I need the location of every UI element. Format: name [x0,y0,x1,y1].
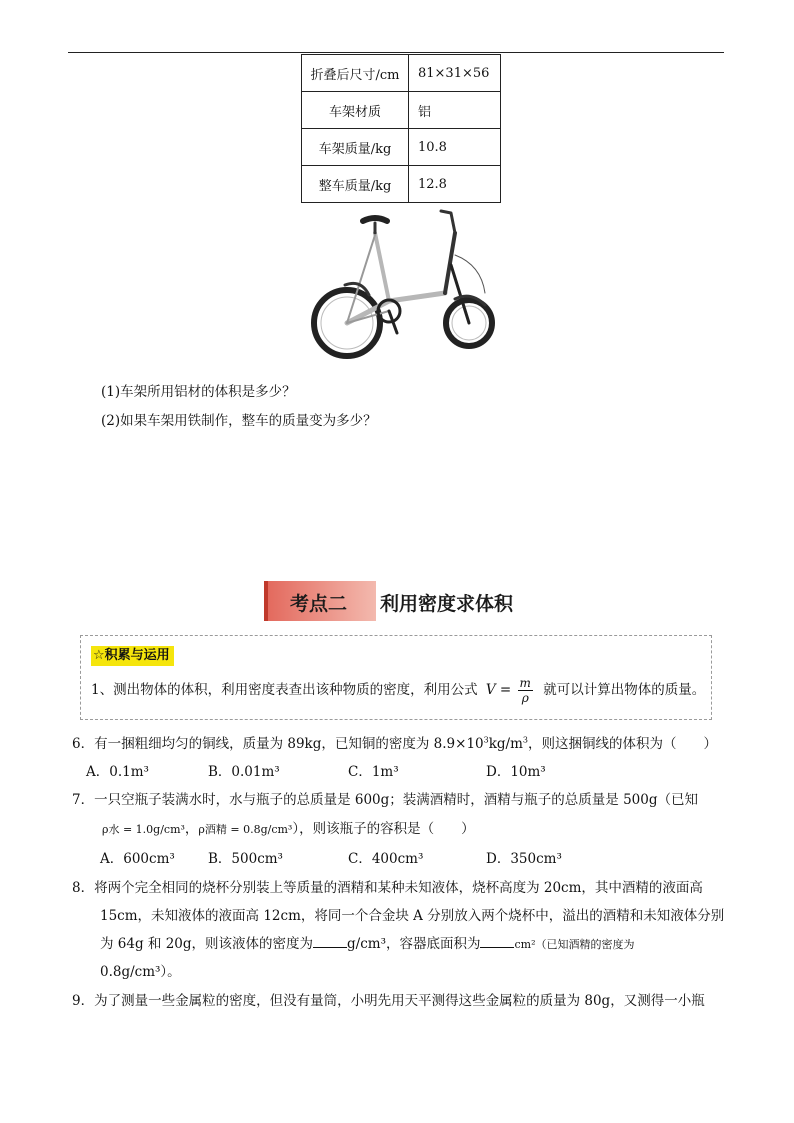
problem-8-line-3-c: cm²（已知酒精的密度为 [514,938,635,951]
problem-6-option-b: B．0.01m³ [208,764,280,780]
header-rule [68,52,724,53]
formula-lhs: V = [485,682,512,698]
problem-6-stem-a: 6．有一捆粗细均匀的铜线，质量为 89kg，已知铜的密度为 8.9×10 [72,736,484,752]
problem-6-exp2: 3 [522,735,528,745]
table-cell-value: 10.8 [409,129,501,166]
problem-6-option-c: C．1m³ [348,764,399,780]
formula-numerator: m [519,676,531,690]
table-row [302,92,501,129]
rho-alcohol: ρ酒精 = 0.8g/cm³ [198,823,293,836]
problem-7-option-b: B．500cm³ [208,851,283,867]
table-row [302,166,501,203]
folding-bicycle-image [305,205,495,360]
knowledge-text-before: 1、测出物体的体积，利用密度表查出该种物质的密度，利用公式 [91,682,478,698]
table-row [302,129,501,166]
table-cell-value: 铝 [409,92,501,129]
knowledge-box [80,635,712,720]
rho-water: ρ水 = 1.0g/cm³ [102,823,185,836]
table-cell-label: 整车质量/kg [302,166,409,203]
problem-6-option-a: A．0.1m³ [86,764,149,780]
problem-6-stem-b: kg/m [488,736,523,752]
table-row [302,55,501,92]
table-cell-label: 车架材质 [302,92,409,129]
problem-7-option-c: C．400cm³ [348,851,424,867]
knowledge-badge [91,646,174,666]
problem-6-option-d: D．10m³ [486,764,546,780]
section-tag-label: 考点二 [290,593,348,615]
spec-table [301,54,501,203]
problem-8-line-4: 0.8g/cm³）。 [100,964,181,980]
sub-question-2: (2)如果车架用铁制作，整车的质量变为多少？ [101,413,377,429]
section-tag [264,581,376,621]
problem-8-line-3 [100,932,635,952]
problem-8-line-3-a: 为 64g 和 20g，则该液体的密度为 [100,936,314,952]
problem-6-stem [72,732,717,752]
formula-denominator: ρ [521,691,529,705]
answer-blank[interactable] [313,935,347,948]
problem-7-line-2: ρ水 = 1.0g/cm³，ρ酒精 = 0.8g/cm³），则该瓶子的容积是（ ） [102,821,475,837]
knowledge-text [91,676,705,705]
answer-blank[interactable] [480,935,514,948]
problem-8-line-2: 15cm，未知液体的液面高 12cm，将同一个合金块 A 分别放入两个烧杯中，溢出的酒精和未知液体分别 [100,908,725,924]
sub-question-1: (1)车架所用铝材的体积是多少？ [101,384,296,400]
problem-8-line-1: 8．将两个完全相同的烧杯分别装上等质量的酒精和某种未知液体，烧杯高度为 20cm，其中酒精的液面高 [72,880,703,896]
knowledge-text-after: 就可以计算出物体的质量。 [543,682,706,698]
formula-fraction [518,676,533,705]
problem-6-exp: 3 [483,735,489,745]
section-title: 利用密度求体积 [380,593,514,615]
problem-7-line-2-tail: ），则该瓶子的容积是（ ） [292,821,475,837]
table-cell-label: 车架质量/kg [302,129,409,166]
star-icon: ☆ [93,648,105,663]
problem-7-option-d: D．350cm³ [486,851,562,867]
knowledge-badge-label: 积累与运用 [104,648,170,663]
problem-6-stem-c: ，则这捆铜线的体积为（ ） [528,736,717,752]
problem-7-option-a: A．600cm³ [100,851,175,867]
table-cell-label: 折叠后尺寸/cm [302,55,409,92]
problem-8-line-3-b: g/cm³，容器底面积为 [347,936,481,952]
table-cell-value: 12.8 [409,166,501,203]
problem-7-line-1: 7．一只空瓶子装满水时，水与瓶子的总质量是 600g；装满酒精时，酒精与瓶子的总质量是 500g（已知 [72,792,698,808]
problem-9-line-1: 9．为了测量一些金属粒的密度，但没有量筒，小明先用天平测得这些金属粒的质量为 80g，又测得一小瓶 [72,993,705,1009]
table-cell-value: 81×31×56 [409,55,501,92]
